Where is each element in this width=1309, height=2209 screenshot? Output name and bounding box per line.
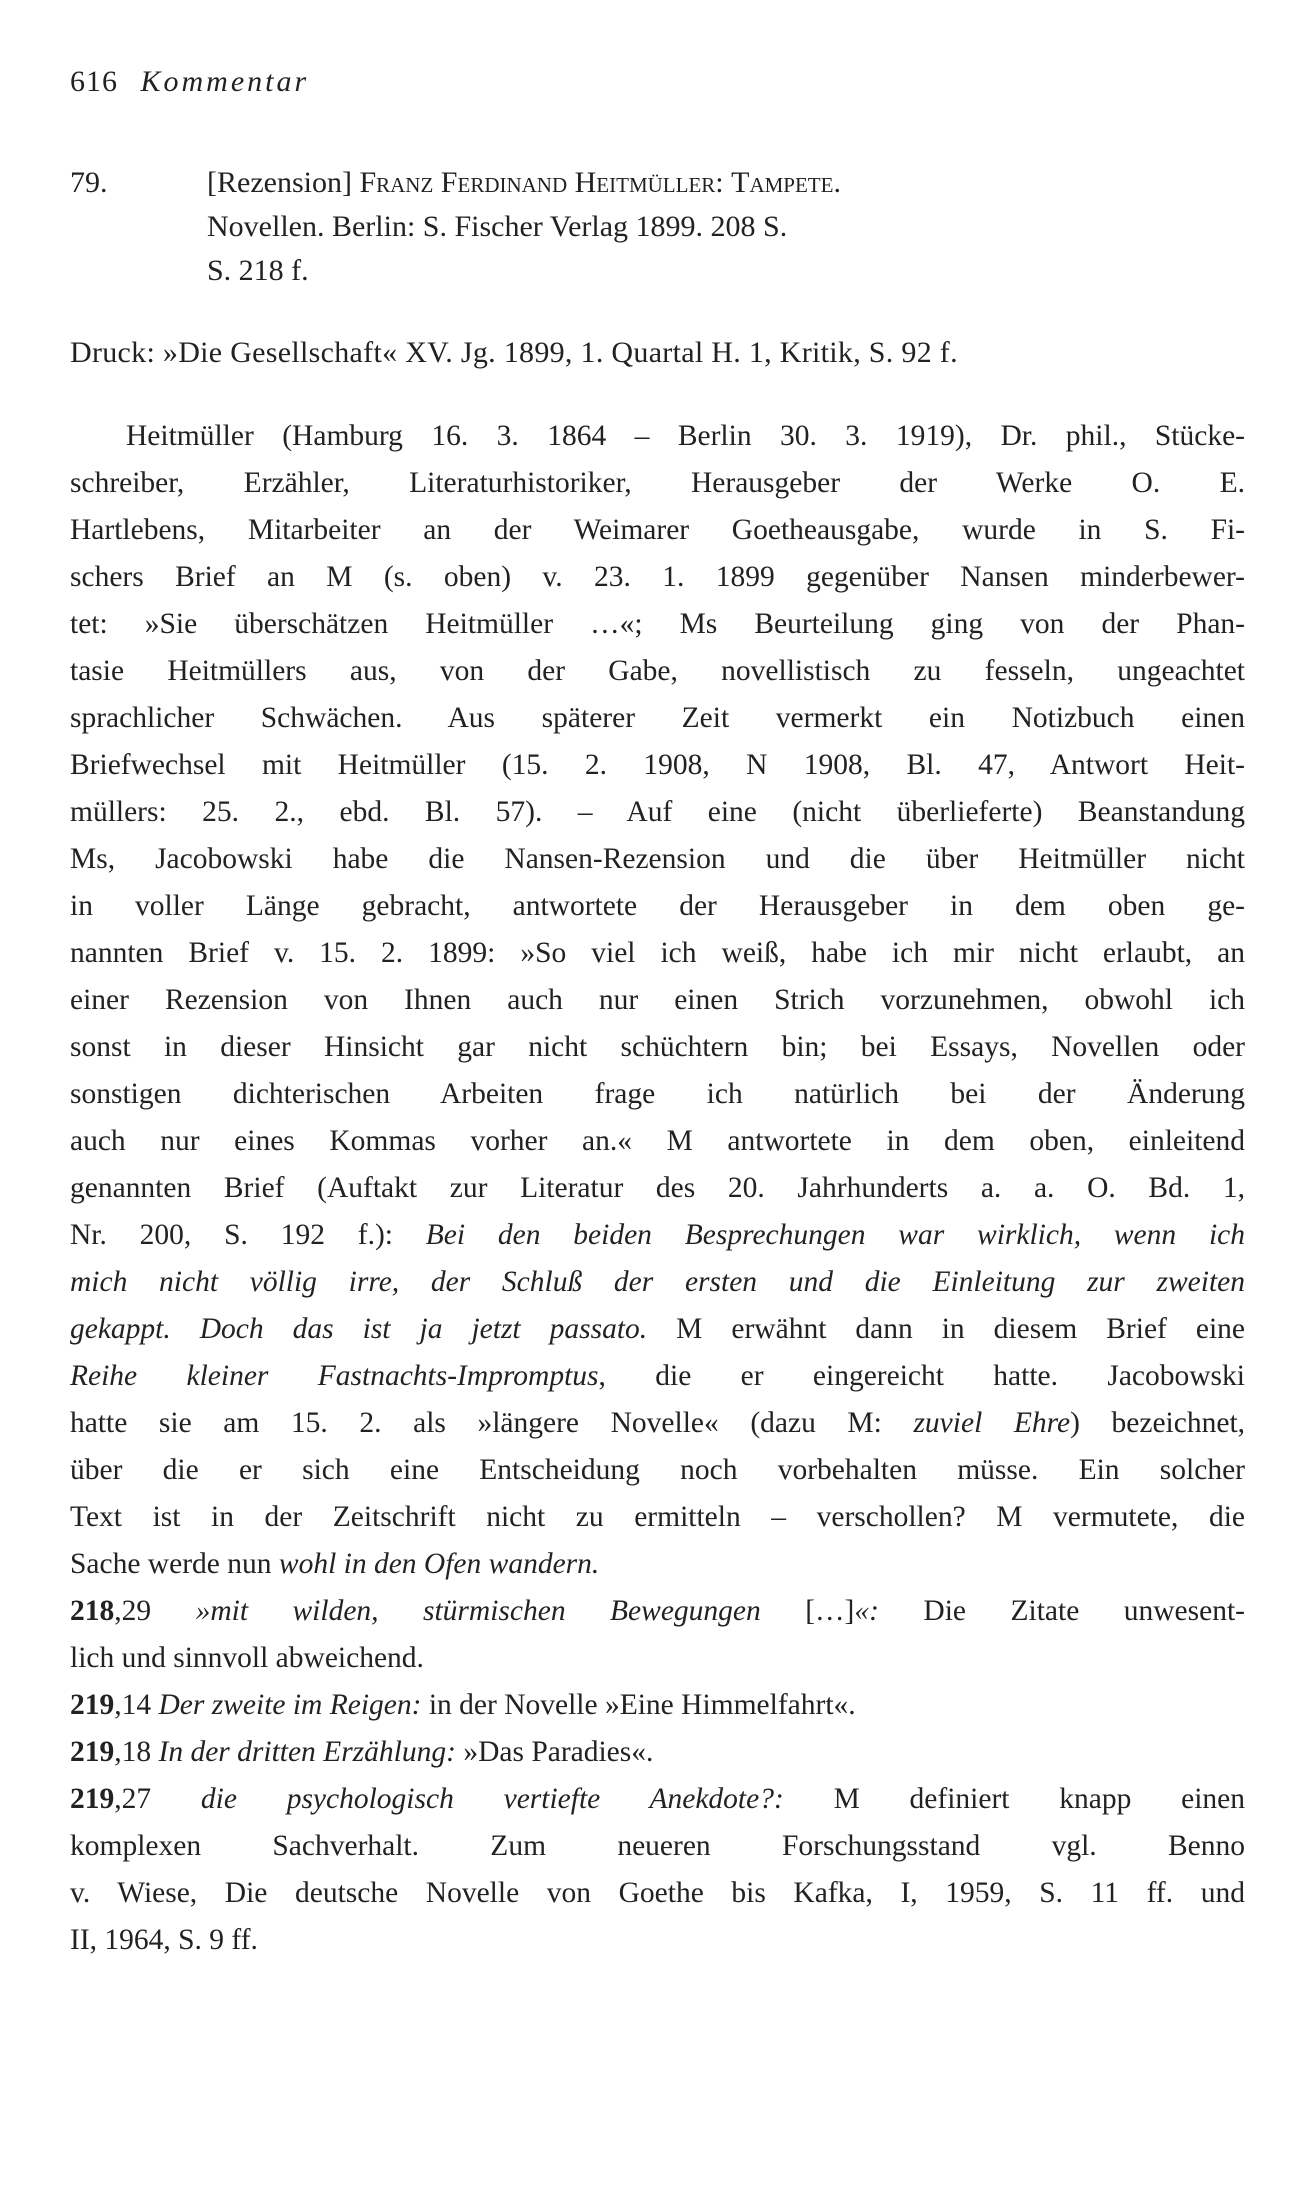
text-run: genannten Brief (Auftakt zur Literatur des 20. Jahrhunderts a. a. O. Bd. 1, bbox=[70, 1172, 1245, 1204]
text-line bbox=[70, 507, 1245, 554]
text-line bbox=[70, 1400, 1245, 1447]
italic-text: »mit wilden, stürmischen Bewegungen bbox=[151, 1595, 761, 1627]
text-line bbox=[70, 695, 1245, 742]
text-line bbox=[70, 1447, 1245, 1494]
text-run: sprachlicher Schwächen. Aus späterer Zeit vermerkt ein Notizbuch einen bbox=[70, 702, 1245, 734]
text-run: Hartlebens, Mitarbeiter an der Weimarer Goetheausgabe, wurde in S. Fi- bbox=[70, 514, 1245, 546]
text-run: in voller Länge gebracht, antwortete der Herausgeber in dem oben ge- bbox=[70, 890, 1245, 922]
text-line bbox=[70, 648, 1245, 695]
text-run: Sache werde nun bbox=[70, 1548, 279, 1580]
italic-text: gekappt. Doch das ist ja jetzt passato. bbox=[70, 1313, 648, 1345]
text-run: schers Brief an M (s. oben) v. 23. 1. 1899 gegenüber Nansen minderbewer- bbox=[70, 561, 1245, 593]
text-line bbox=[70, 1870, 1245, 1917]
text-run: Nr. 200, S. 192 f.): bbox=[70, 1219, 426, 1251]
text-run: komplexen Sachverhalt. Zum neueren Forschungsstand vgl. Benno bbox=[70, 1830, 1245, 1862]
italic-text: Der zweite im Reigen: bbox=[151, 1689, 422, 1721]
entry-title-line: [Rezension] Franz Ferdinand Heitmüller: Tampete. bbox=[207, 166, 841, 199]
italic-text: wohl in den Ofen wandern. bbox=[278, 1548, 600, 1580]
text-line bbox=[70, 460, 1245, 507]
italic-text: Bei den beiden Besprechungen war wirklich, wenn ich bbox=[425, 1219, 1245, 1251]
text-line bbox=[70, 1259, 1245, 1306]
text-run: tasie Heitmüllers aus, von der Gabe, novellistisch zu fesseln, ungeachtet bbox=[70, 655, 1245, 687]
text-run: Briefwechsel mit Heitmüller (15. 2. 1908, N 1908, Bl. 47, Antwort Heit- bbox=[70, 749, 1245, 781]
text-run: v. Wiese, Die deutsche Novelle von Goethe bis Kafka, I, 1959, S. 11 ff. und bbox=[70, 1877, 1245, 1909]
italic-text: mich nicht völlig irre, der Schluß der ersten und die Einleitung zur zweiten bbox=[70, 1266, 1245, 1298]
text-run: schreiber, Erzähler, Literaturhistoriker, Herausgeber der Werke O. E. bbox=[70, 467, 1245, 499]
bibliographic-entry bbox=[70, 161, 1245, 293]
text-line bbox=[70, 1024, 1245, 1071]
note-line-ref: ,27 bbox=[114, 1783, 152, 1815]
text-line bbox=[70, 1917, 1245, 1964]
text-run: »Das Paradies«. bbox=[455, 1736, 654, 1768]
italic-text: zuviel Ehre bbox=[913, 1407, 1071, 1439]
text-line bbox=[70, 1306, 1245, 1353]
note-page-ref: 219 bbox=[70, 1689, 115, 1721]
text-run: Die Zitate unwesent- bbox=[878, 1595, 1245, 1627]
text-line bbox=[70, 1165, 1245, 1212]
line-notes bbox=[70, 1588, 1245, 1964]
text-run: über die er sich eine Entscheidung noch vorbehalten müsse. Ein solcher bbox=[70, 1454, 1245, 1486]
text-line bbox=[70, 1823, 1245, 1870]
text-line bbox=[70, 413, 1245, 460]
note-line-ref: ,18 bbox=[114, 1736, 152, 1768]
text-line bbox=[70, 1353, 1245, 1400]
text-run: sonstigen dichterischen Arbeiten frage ich natürlich bei der Änderung bbox=[70, 1078, 1245, 1110]
text-line bbox=[70, 601, 1245, 648]
text-run: auch nur eines Kommas vorher an.« M antwortete in dem oben, einleitend bbox=[70, 1125, 1245, 1157]
text-line bbox=[70, 883, 1245, 930]
text-run: sonst in dieser Hinsicht gar nicht schüchtern bin; bei Essays, Novellen oder bbox=[70, 1031, 1245, 1063]
text-line bbox=[70, 930, 1245, 977]
text-line bbox=[70, 1729, 1245, 1776]
text-line bbox=[70, 742, 1245, 789]
entry-author: Franz Ferdinand Heitmüller bbox=[359, 166, 716, 199]
text-line bbox=[70, 554, 1245, 601]
text-run: M erwähnt dann in diesem Brief eine bbox=[647, 1313, 1245, 1345]
text-line bbox=[70, 1118, 1245, 1165]
line-note bbox=[70, 1588, 1245, 1682]
italic-text: «: bbox=[854, 1595, 879, 1627]
entry-work-title: Tampete. bbox=[731, 166, 841, 199]
entry-page-ref: S. 218 f. bbox=[207, 254, 309, 287]
text-run: hatte sie am 15. 2. als »längere Novelle« (dazu M: bbox=[70, 1407, 914, 1439]
text-run: in der Novelle »Eine Himmelfahrt«. bbox=[421, 1689, 856, 1721]
text-line bbox=[70, 1212, 1245, 1259]
line-note bbox=[70, 1729, 1245, 1776]
note-line-ref: ,29 bbox=[114, 1595, 152, 1627]
text-run: lich und sinnvoll abweichend. bbox=[70, 1642, 424, 1674]
text-run: einer Rezension von Ihnen auch nur einen Strich vorzunehmen, obwohl ich bbox=[70, 984, 1245, 1016]
italic-text: Reihe kleiner Fastnachts-Impromptus bbox=[70, 1360, 599, 1392]
text-line bbox=[70, 1071, 1245, 1118]
text-run: tet: »Sie überschätzen Heitmüller …«; Ms Beurteilung ging von der Phan- bbox=[70, 608, 1245, 640]
text-run: ) bezeichnet, bbox=[1070, 1407, 1246, 1439]
print-source: Druck: »Die Gesellschaft« XV. Jg. 1899, 1. Quartal H. 1, Kritik, S. 92 f. bbox=[70, 336, 958, 369]
running-header bbox=[70, 62, 309, 102]
note-page-ref: 219 bbox=[70, 1736, 115, 1768]
text-run: […] bbox=[760, 1595, 855, 1627]
text-line bbox=[70, 977, 1245, 1024]
text-run: Ms, Jacobowski habe die Nansen-Rezension und die über Heitmüller nicht bbox=[70, 843, 1245, 875]
note-line-ref: ,14 bbox=[114, 1689, 152, 1721]
text-run: Text ist in der Zeitschrift nicht zu ermitteln – verschollen? M vermutete, die bbox=[70, 1501, 1245, 1533]
text-line bbox=[70, 1588, 1245, 1635]
italic-text: die psychologisch vertiefte Anekdote?: bbox=[151, 1783, 784, 1815]
commentary-paragraph bbox=[70, 413, 1245, 1588]
text-run: M definiert knapp einen bbox=[783, 1783, 1245, 1815]
text-line bbox=[70, 1635, 1245, 1682]
italic-text: In der dritten Erzählung: bbox=[151, 1736, 456, 1768]
text-line bbox=[70, 1541, 1245, 1588]
text-line bbox=[70, 836, 1245, 883]
entry-publication-line: Novellen. Berlin: S. Fischer Verlag 1899. 208 S. bbox=[207, 210, 788, 243]
line-note bbox=[70, 1682, 1245, 1729]
entry-number: 79. bbox=[70, 166, 108, 199]
text-run: , die er eingereicht hatte. Jacobowski bbox=[598, 1360, 1245, 1392]
line-note bbox=[70, 1776, 1245, 1964]
text-run: II, 1964, S. 9 ff. bbox=[70, 1924, 258, 1956]
running-title: Kommentar bbox=[140, 65, 310, 98]
entry-prefix: [Rezension] bbox=[207, 166, 352, 199]
page-number: 616 bbox=[70, 65, 118, 98]
text-line bbox=[70, 789, 1245, 836]
text-line bbox=[70, 1494, 1245, 1541]
text-line bbox=[70, 1776, 1245, 1823]
text-run: müllers: 25. 2., ebd. Bl. 57). – Auf eine (nicht überlieferte) Beanstandung bbox=[70, 796, 1245, 828]
note-page-ref: 219 bbox=[70, 1783, 115, 1815]
text-run: Heitmüller (Hamburg 16. 3. 1864 – Berlin 30. 3. 1919), Dr. phil., Stücke- bbox=[126, 420, 1245, 452]
commentary-body bbox=[70, 413, 1245, 1964]
note-page-ref: 218 bbox=[70, 1595, 115, 1627]
text-line bbox=[70, 1682, 1245, 1729]
text-run: nannten Brief v. 15. 2. 1899: »So viel ich weiß, habe ich mir nicht erlaubt, an bbox=[70, 937, 1245, 969]
